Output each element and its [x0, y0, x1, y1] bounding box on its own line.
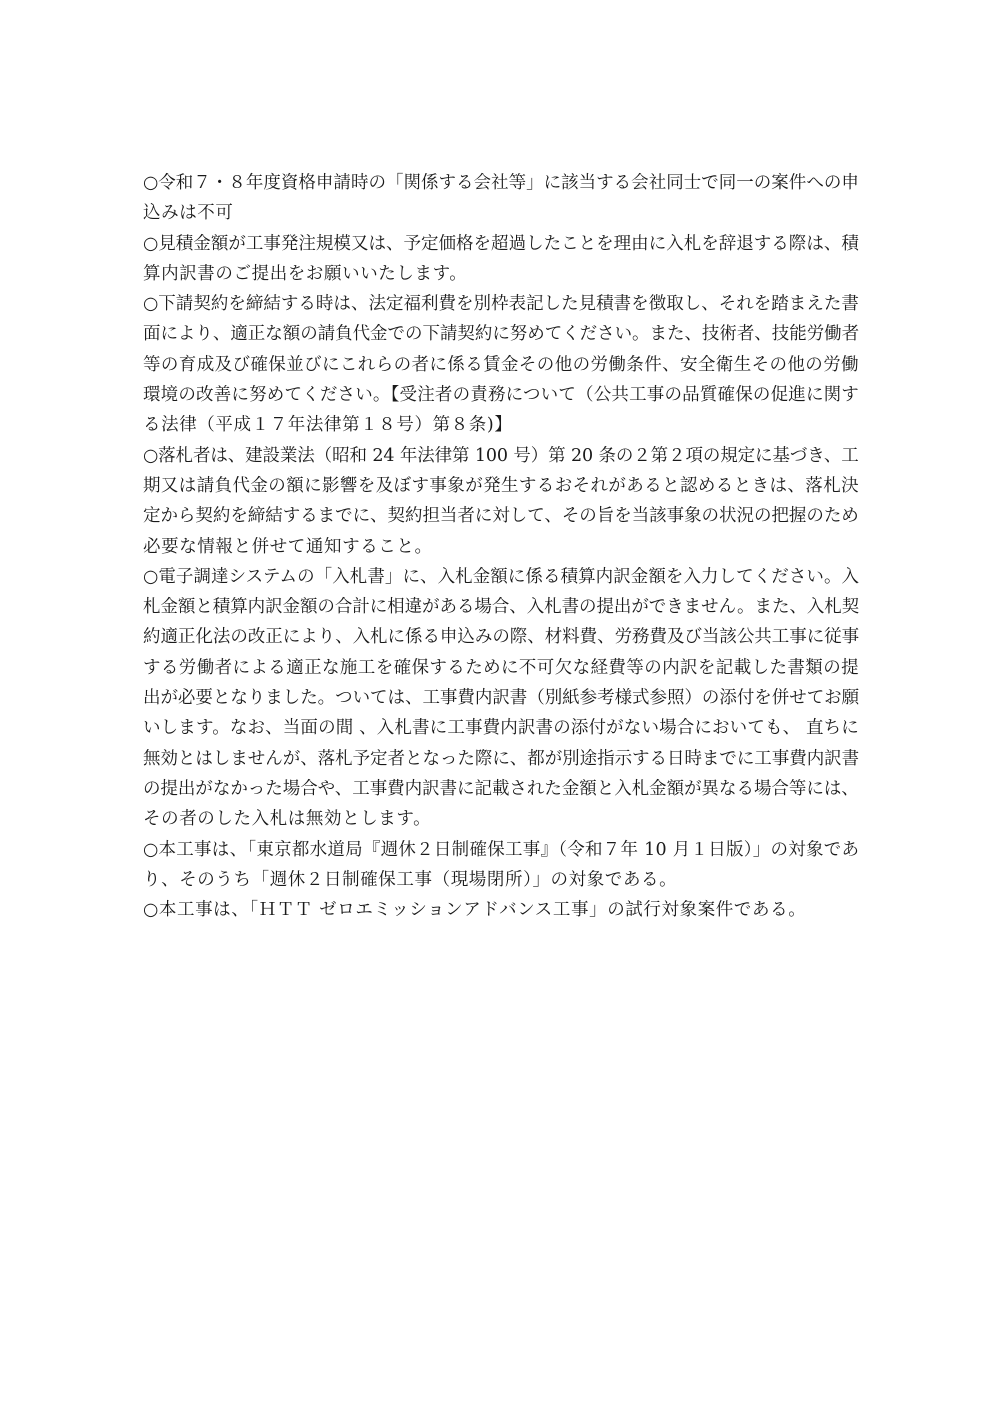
note-line: 札金額と積算内訳金額の合計に相違がある場合、入札書の提出ができません。また、入札契: [143, 597, 860, 618]
note-item-2: [143, 229, 859, 290]
note-line: 面により、適正な額の請負代金での下請契約に努めてください。また、技術者、技能労働者: [143, 324, 860, 345]
note-line: 期又は請負代金の額に影響を及ぼす事象が発生するおそれがあると認めるときは、落札決: [143, 475, 859, 496]
note-item-6: [143, 835, 859, 896]
note-line: ○見積金額が工事発注規模又は、予定価格を超過したことを理由に入札を辞退する際は、積: [143, 233, 859, 254]
note-item-4: [143, 441, 859, 562]
document-body: [143, 168, 859, 925]
note-line: その者のした入札は無効とします。: [143, 809, 432, 830]
note-line: 必要な情報と併せて通知すること。: [143, 536, 433, 557]
note-line: 無効とはしませんが、落札予定者となった際に、都が別途指示する日時までに工事費内訳書: [143, 748, 860, 769]
note-line: る法律（平成１７年法律第１８号）第８条)】: [143, 415, 513, 436]
note-line: いします。なお、当面の間 、入札書に工事費内訳書の添付がない場合においても、 直ちに: [143, 718, 859, 739]
note-line: する労働者による適正な施工を確保するために不可欠な経費等の内訳を記載した書類の提: [143, 657, 859, 678]
note-line: ○本工事は、「東京都水道局『週休２日制確保工事』（令和７年 10 月１日版）」の対象であ: [143, 839, 860, 860]
note-line: 出が必要となりました。ついては、工事費内訳書（別紙参考様式参照）の添付を併せてお願: [143, 688, 860, 709]
note-line: 約適正化法の改正により、入札に係る申込みの際、材料費、労務費及び当該公共工事に従事: [143, 627, 860, 648]
note-line: 定から契約を締結するまでに、契約担当者に対して、その旨を当該事象の状況の把握のため: [143, 506, 859, 527]
note-line: 環境の改善に努めてください。【受注者の責務について（公共工事の品質確保の促進に関す: [143, 385, 859, 406]
note-line: 算内訳書のご提出をお願いいたします。: [143, 263, 468, 284]
note-line: ○令和７・８年度資格申請時の「関係する会社等」に該当する会社同士で同一の案件への申: [143, 173, 859, 193]
note-line: り、そのうち「週休２日制確保工事（現場閉所）」の対象である。: [143, 869, 678, 890]
note-line: の提出がなかった場合や、工事費内訳書に記載された金額と入札金額が異なる場合等には、: [143, 778, 859, 799]
note-item-1: [143, 168, 859, 229]
note-line: ○下請契約を締結する時は、法定福利費を別枠表記した見積書を徴取し、それを踏まえた書: [143, 294, 859, 315]
note-line: 込みは不可: [143, 203, 234, 224]
note-line: ○電子調達システムの「入札書」に、入札金額に係る積算内訳金額を入力してください。入: [143, 566, 860, 587]
note-item-7: [143, 895, 859, 925]
note-item-5: [143, 562, 859, 835]
note-line: ○落札者は、建設業法（昭和 24 年法律第 100 号）第 20 条の２第２項の規定に基づき、工: [143, 445, 859, 466]
note-line: 等の育成及び確保並びにこれらの者に係る賃金その他の労働条件、安全衛生その他の労働: [143, 354, 859, 375]
note-line: ○本工事は、「ＨＴＴ ゼロエミッションアドバンス工事」の試行対象案件である。: [143, 900, 807, 921]
note-item-3: [143, 289, 859, 440]
